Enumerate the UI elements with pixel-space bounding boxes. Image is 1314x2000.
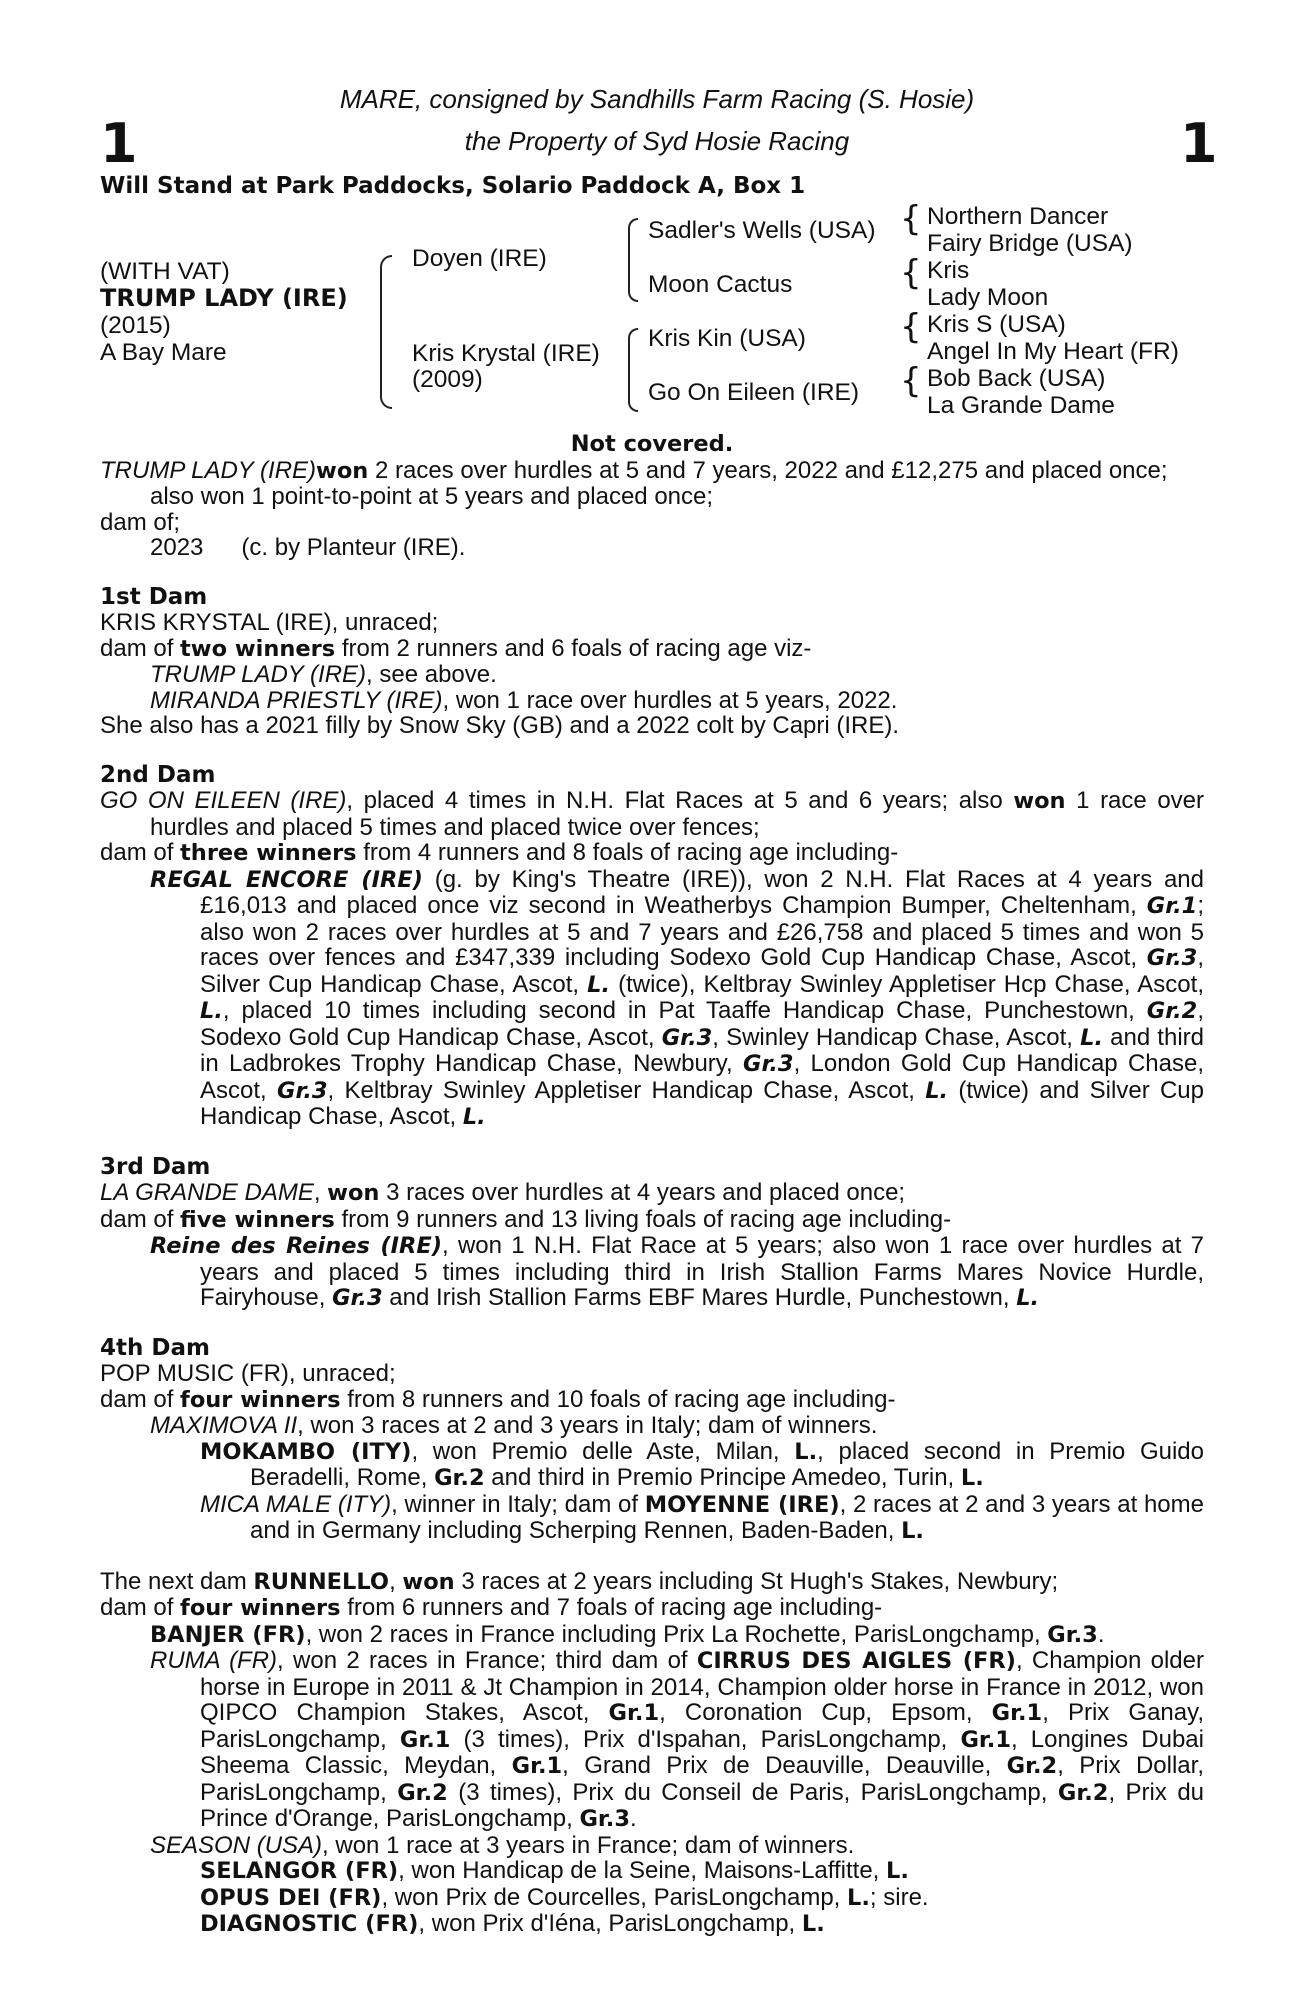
nextdam-produce-diagnostic: DIAGNOSTIC (FR), won Prix d'Iéna, ParisLongchamp, L. <box>200 1910 825 1937</box>
consignor-line: MARE, consigned by Sandhills Farm Racing (S. Hosie) <box>339 84 975 114</box>
stand-location: Will Stand at Park Paddocks, Solario Paddock A, Box 1 <box>100 173 806 199</box>
dam2-record: GO ON EILEEN (IRE), placed 4 times in N.H. Flat Races at 5 and 6 years; also won 1 race over hurdles and placed 5 times and placed twice over fences; <box>100 787 1205 841</box>
pedigree-brace-g3-1: { <box>900 199 922 239</box>
intro-record: TRUMP LADY (IRE)won 2 races over hurdles at 5 and 7 years, 2022 and £12,275 and placed once; also won 1 point-to-point at 5 years and placed once; <box>100 456 1168 510</box>
pedigree-sire: Doyen (IRE) <box>412 245 547 272</box>
dam3-damof: dam of five winners from 9 runners and 13 living foals of racing age including- <box>100 1205 952 1233</box>
dam1-line: KRIS KRYSTAL (IRE), unraced; <box>100 609 439 636</box>
pedigree-brace-g3-3: { <box>900 307 922 347</box>
pedigree-gen2-2: Moon Cactus <box>648 271 793 298</box>
dam2-damof: dam of three winners from 4 runners and 8 foals of racing age including- <box>100 839 899 866</box>
catalogue-body <box>100 432 1204 1938</box>
pedigree-gen3-7: Bob Back (USA) <box>927 365 1106 392</box>
pedigree-gen2-3: Kris Kin (USA) <box>648 325 806 352</box>
pedigree-gen3-8: La Grande Dame <box>927 392 1115 419</box>
horse-description: A Bay Mare <box>100 339 227 366</box>
intro-damof: dam of; <box>100 508 181 536</box>
pedigree-gen2-4: Go On Eileen (IRE) <box>648 379 860 406</box>
pedigree-dam-year: (2009) <box>412 366 483 393</box>
nextdam-produce-ruma: RUMA (FR), won 2 races in France; third dam of CIRRUS DES AIGLES (FR), Champion older horse in Europe in 2011 & Jt Champion in 2014, Champion older horse in France in 2012, won QIPCO Champion Stakes, Ascot, Gr.1, Coronation Cup, Epsom, Gr.1, Prix Ganay, ParisLongchamp, Gr.1 (3 times), Prix d'Ispahan, ParisLongchamp, Gr.1, Longines Dubai Sheema Classic, Meydan, Gr.1, Grand Prix de Deauville, Deauville, Gr.2, Prix Dollar, ParisLongchamp, Gr.2 (3 times), Prix du Conseil de Paris, ParisLongchamp, Gr.2, Prix du Prince d'Orange, ParisLongchamp, Gr.3. <box>150 1647 1205 1832</box>
status-line: Not covered. <box>570 431 734 457</box>
pedigree-brace-sire <box>628 218 638 302</box>
dam4-produce-maximova: MAXIMOVA II, won 3 races at 2 and 3 years in Italy; dam of winners. <box>150 1412 878 1439</box>
section-4th-dam: 4th Dam <box>100 1334 210 1361</box>
pedigree-brace-dam <box>628 328 638 412</box>
pedigree-brace-g3-4: { <box>900 361 922 401</box>
nextdam-produce-selangor: SELANGOR (FR), won Handicap de la Seine, Maisons-Laffitte, L. <box>200 1857 909 1884</box>
pedigree-brace-main <box>380 255 392 409</box>
nextdam-produce-season: SEASON (USA), won 1 race at 3 years in France; dam of winners. <box>150 1831 855 1859</box>
nextdam-damof: dam of four winners from 6 runners and 7 foals of racing age including- <box>100 1594 883 1621</box>
pedigree-brace-g3-2: { <box>900 253 922 293</box>
pedigree-gen2-1: Sadler's Wells (USA) <box>648 217 876 244</box>
dam2-produce-regal-encore: REGAL ENCORE (IRE) (g. by King's Theatre (IRE)), won 2 N.H. Flat Races at 4 years and £16,013 and placed once viz second in Weatherbys Champion Bumper, Cheltenham, Gr.1; also won 2 races over hurdles at 5 and 7 years and £26,758 and placed 5 times and won 5 races over fences and £347,339 including Sodexo Gold Cup Handicap Chase, Ascot, Gr.3, Silver Cup Handicap Chase, Ascot, L. (twice), Keltbray Swinley Appletiser Hcp Chase, Ascot, L., placed 10 times including second in Pat Taaffe Handicap Chase, Punchestown, Gr.2, Sodexo Gold Cup Handicap Chase, Ascot, Gr.3, Swinley Handicap Chase, Ascot, L. and third in Ladbrokes Trophy Handicap Chase, Newbury, Gr.3, London Gold Cup Handicap Chase, Ascot, Gr.3, Keltbray Swinley Appletiser Handicap Chase, Ascot, L. (twice) and Silver Cup Handicap Chase, Ascot, L. <box>150 865 1205 1130</box>
pedigree-gen3-1: Northern Dancer <box>927 203 1109 230</box>
pedigree-gen3-3: Kris <box>927 257 970 284</box>
lot-number-right: 1 <box>1180 112 1218 175</box>
nextdam-produce-opus-dei: OPUS DEI (FR), won Prix de Courcelles, ParisLongchamp, L.; sire. <box>200 1883 929 1911</box>
section-1st-dam: 1st Dam <box>100 583 208 610</box>
lot-number-left: 1 <box>100 112 138 175</box>
dam1-damof: dam of two winners from 2 runners and 6 foals of racing age viz- <box>100 634 812 662</box>
section-2nd-dam: 2nd Dam <box>100 761 216 788</box>
dam1-also: She also has a 2021 filly by Snow Sky (GB) and a 2022 colt by Capri (IRE). <box>100 712 900 739</box>
dam1-produce-1: TRUMP LADY (IRE), see above. <box>150 661 497 688</box>
dam4-line: POP MUSIC (FR), unraced; <box>100 1360 396 1387</box>
dam1-produce-2: MIRANDA PRIESTLY (IRE), won 1 race over hurdles at 5 years, 2022. <box>150 686 898 714</box>
property-line: the Property of Syd Hosie Racing <box>464 126 850 156</box>
horse-name: TRUMP LADY (IRE) <box>100 284 348 312</box>
vat-note: (WITH VAT) <box>100 258 230 285</box>
section-3rd-dam: 3rd Dam <box>100 1153 211 1180</box>
pedigree-gen3-2: Fairy Bridge (USA) <box>927 230 1133 257</box>
pedigree-gen3-6: Angel In My Heart (FR) <box>927 338 1179 365</box>
pedigree-gen3-5: Kris S (USA) <box>927 311 1066 338</box>
dam4-damof: dam of four winners from 8 runners and 10 foals of racing age including- <box>100 1385 896 1413</box>
nextdam-record: The next dam RUNNELLO, won 3 races at 2 years including St Hugh's Stakes, Newbury; <box>100 1567 1059 1595</box>
pedigree-gen3-4: Lady Moon <box>927 284 1049 311</box>
pedigree-dam: Kris Krystal (IRE) <box>412 340 600 367</box>
dam4-produce-mokambo: MOKAMBO (ITY), won Premio delle Aste, Milan, L., placed second in Premio Guido Beradelli, Rome, Gr.2 and third in Premio Principe Amedeo, Turin, L. <box>200 1437 1204 1491</box>
nextdam-produce-banjer: BANJER (FR), won 2 races in France including Prix La Rochette, ParisLongchamp, Gr.3. <box>150 1620 1105 1648</box>
dam3-record: LA GRANDE DAME, won 3 races over hurdles at 4 years and placed once; <box>100 1179 906 1206</box>
horse-year: (2015) <box>100 312 171 339</box>
intro-produce: 2023 (c. by Planteur (IRE). <box>150 534 466 561</box>
dam3-produce-reine-des-reines: Reine des Reines (IRE), won 1 N.H. Flat Race at 5 years; also won 1 race over hurdles at 7 years and placed 5 times including third in Irish Stallion Farms Mares Novice Hurdle, Fairyhouse, Gr.3 and Irish Stallion Farms EBF Mares Hurdle, Punchestown, L. <box>150 1232 1205 1311</box>
dam4-produce-mica-male: MICA MALE (ITY), winner in Italy; dam of MOYENNE (IRE), 2 races at 2 and 3 years at home and in Germany including Scherping Rennen, Baden-Baden, L. <box>200 1490 1204 1544</box>
